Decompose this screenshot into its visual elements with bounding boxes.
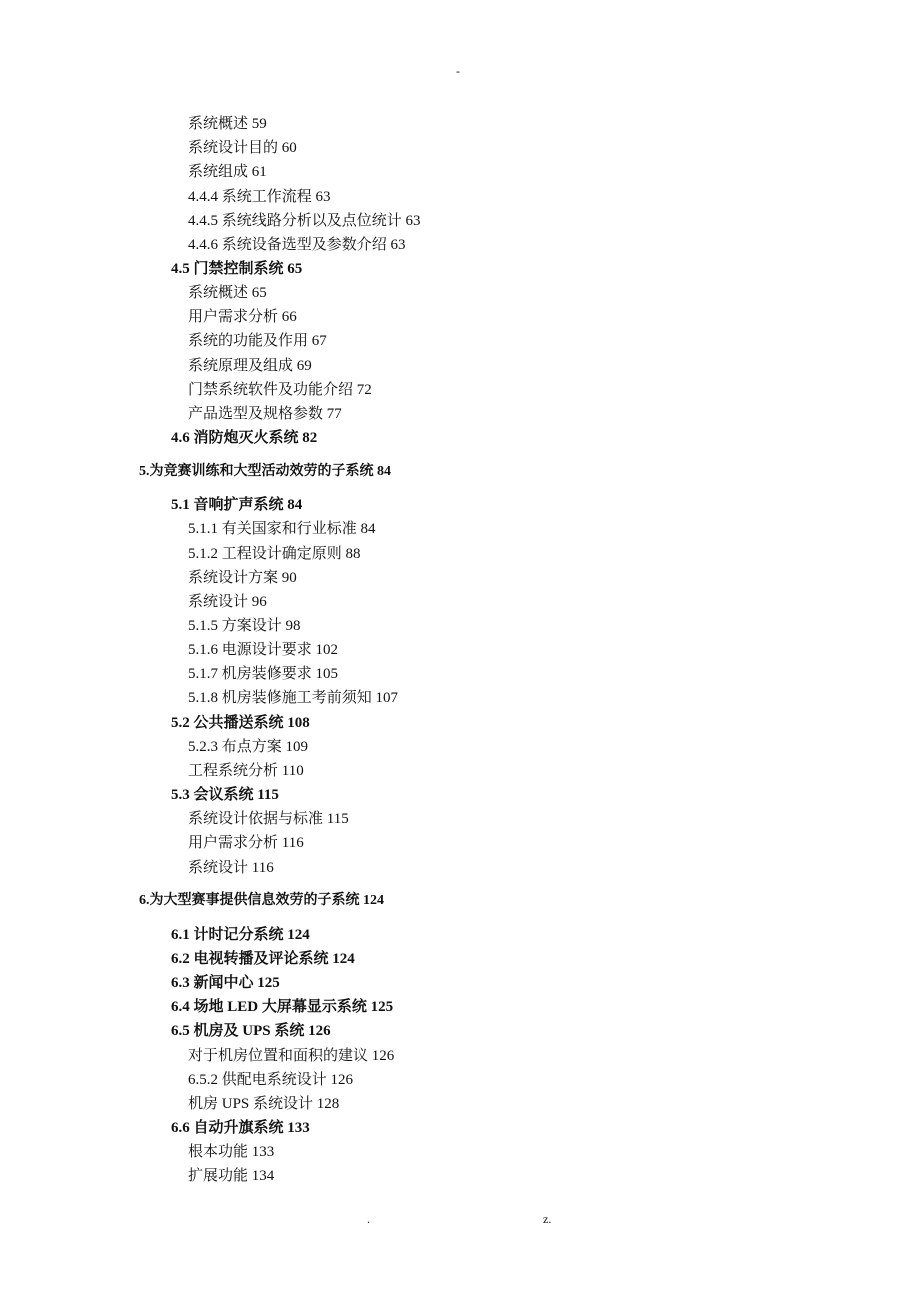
toc-entry: 5.1.6 电源设计要求 102 [188,642,339,659]
page-footer-right-mark: z. [543,1212,552,1226]
toc-entry: 系统设计依据与标准 115 [188,811,349,828]
toc-entry: 机房 UPS 系统设计 128 [188,1095,340,1112]
toc-entry: 5.1.7 机房装修要求 105 [188,666,339,683]
toc-entry: 5.1.2 工程设计确定原则 88 [188,545,361,562]
toc-entry: 对于机房位置和面积的建议 126 [188,1047,395,1064]
toc-section-heading: 5.3 会议系统 115 [171,787,279,803]
toc-entry: 系统设计方案 90 [188,569,297,586]
toc-entry: 系统概述 65 [188,285,267,302]
toc-entry: 4.4.4 系统工作流程 63 [188,188,331,205]
toc-entry: 扩展功能 134 [188,1168,275,1185]
toc-section-heading: 6.3 新闻中心 125 [171,975,280,992]
toc-entry: 产品选型及规格参数 77 [188,405,342,422]
toc-entry: 4.4.5 系统线路分析以及点位统计 63 [188,212,421,229]
toc-entry: 系统组成 61 [188,164,267,181]
page-header-mark: - [456,64,460,78]
toc-entry: 4.4.6 系统设备选型及参数介绍 63 [188,236,406,253]
toc-entry: 系统设计目的 60 [188,140,297,157]
toc-section-heading: 6.4 场地 LED 大屏幕显示系统 125 [171,999,394,1016]
toc-section-heading: 6.2 电视转播及评论系统 124 [171,950,355,967]
toc-section-heading: 4.6 消防炮灭火系统 82 [171,429,318,446]
toc-entry: 根本功能 133 [188,1144,275,1161]
toc-entry: 5.1.1 有关国家和行业标准 84 [188,521,376,538]
toc-entry: 用户需求分析 66 [188,309,297,326]
toc-entry: 6.5.2 供配电系统设计 126 [188,1071,354,1088]
toc-entry: 系统的功能及作用 67 [188,333,327,350]
toc-entry: 门禁系统软件及功能介绍 72 [188,381,372,398]
toc-chapter-heading: 5.为竞赛训练和大型活动效劳的子系统 84 [139,463,391,479]
toc-entry: 用户需求分析 116 [188,835,304,852]
toc-section-heading: 6.1 计时记分系统 124 [171,926,310,943]
toc-entry: 5.1.5 方案设计 98 [188,618,301,634]
toc-section-heading: 5.2 公共播送系统 108 [171,714,310,731]
page-footer-left-mark: . [367,1212,370,1226]
toc-entry: 系统设计 96 [188,593,267,610]
toc-entry: 工程系统分析 110 [188,762,304,779]
toc-entry: 系统概述 59 [188,116,267,132]
toc-entry: 5.1.8 机房装修施工考前须知 107 [188,690,399,707]
toc-entry: 系统设计 116 [188,859,274,876]
toc-section-heading: 4.5 门禁控制系统 65 [171,260,303,277]
toc-section-heading: 5.1 音响扩声系统 84 [171,497,303,514]
toc-entry: 系统原理及组成 69 [188,357,312,374]
toc-entry: 5.2.3 布点方案 109 [188,738,309,755]
toc-section-heading: 6.6 自动升旗系统 133 [171,1120,310,1136]
toc-section-heading: 6.5 机房及 UPS 系统 126 [171,1023,331,1040]
toc-chapter-heading: 6.为大型赛事提供信息效劳的子系统 124 [139,893,384,909]
